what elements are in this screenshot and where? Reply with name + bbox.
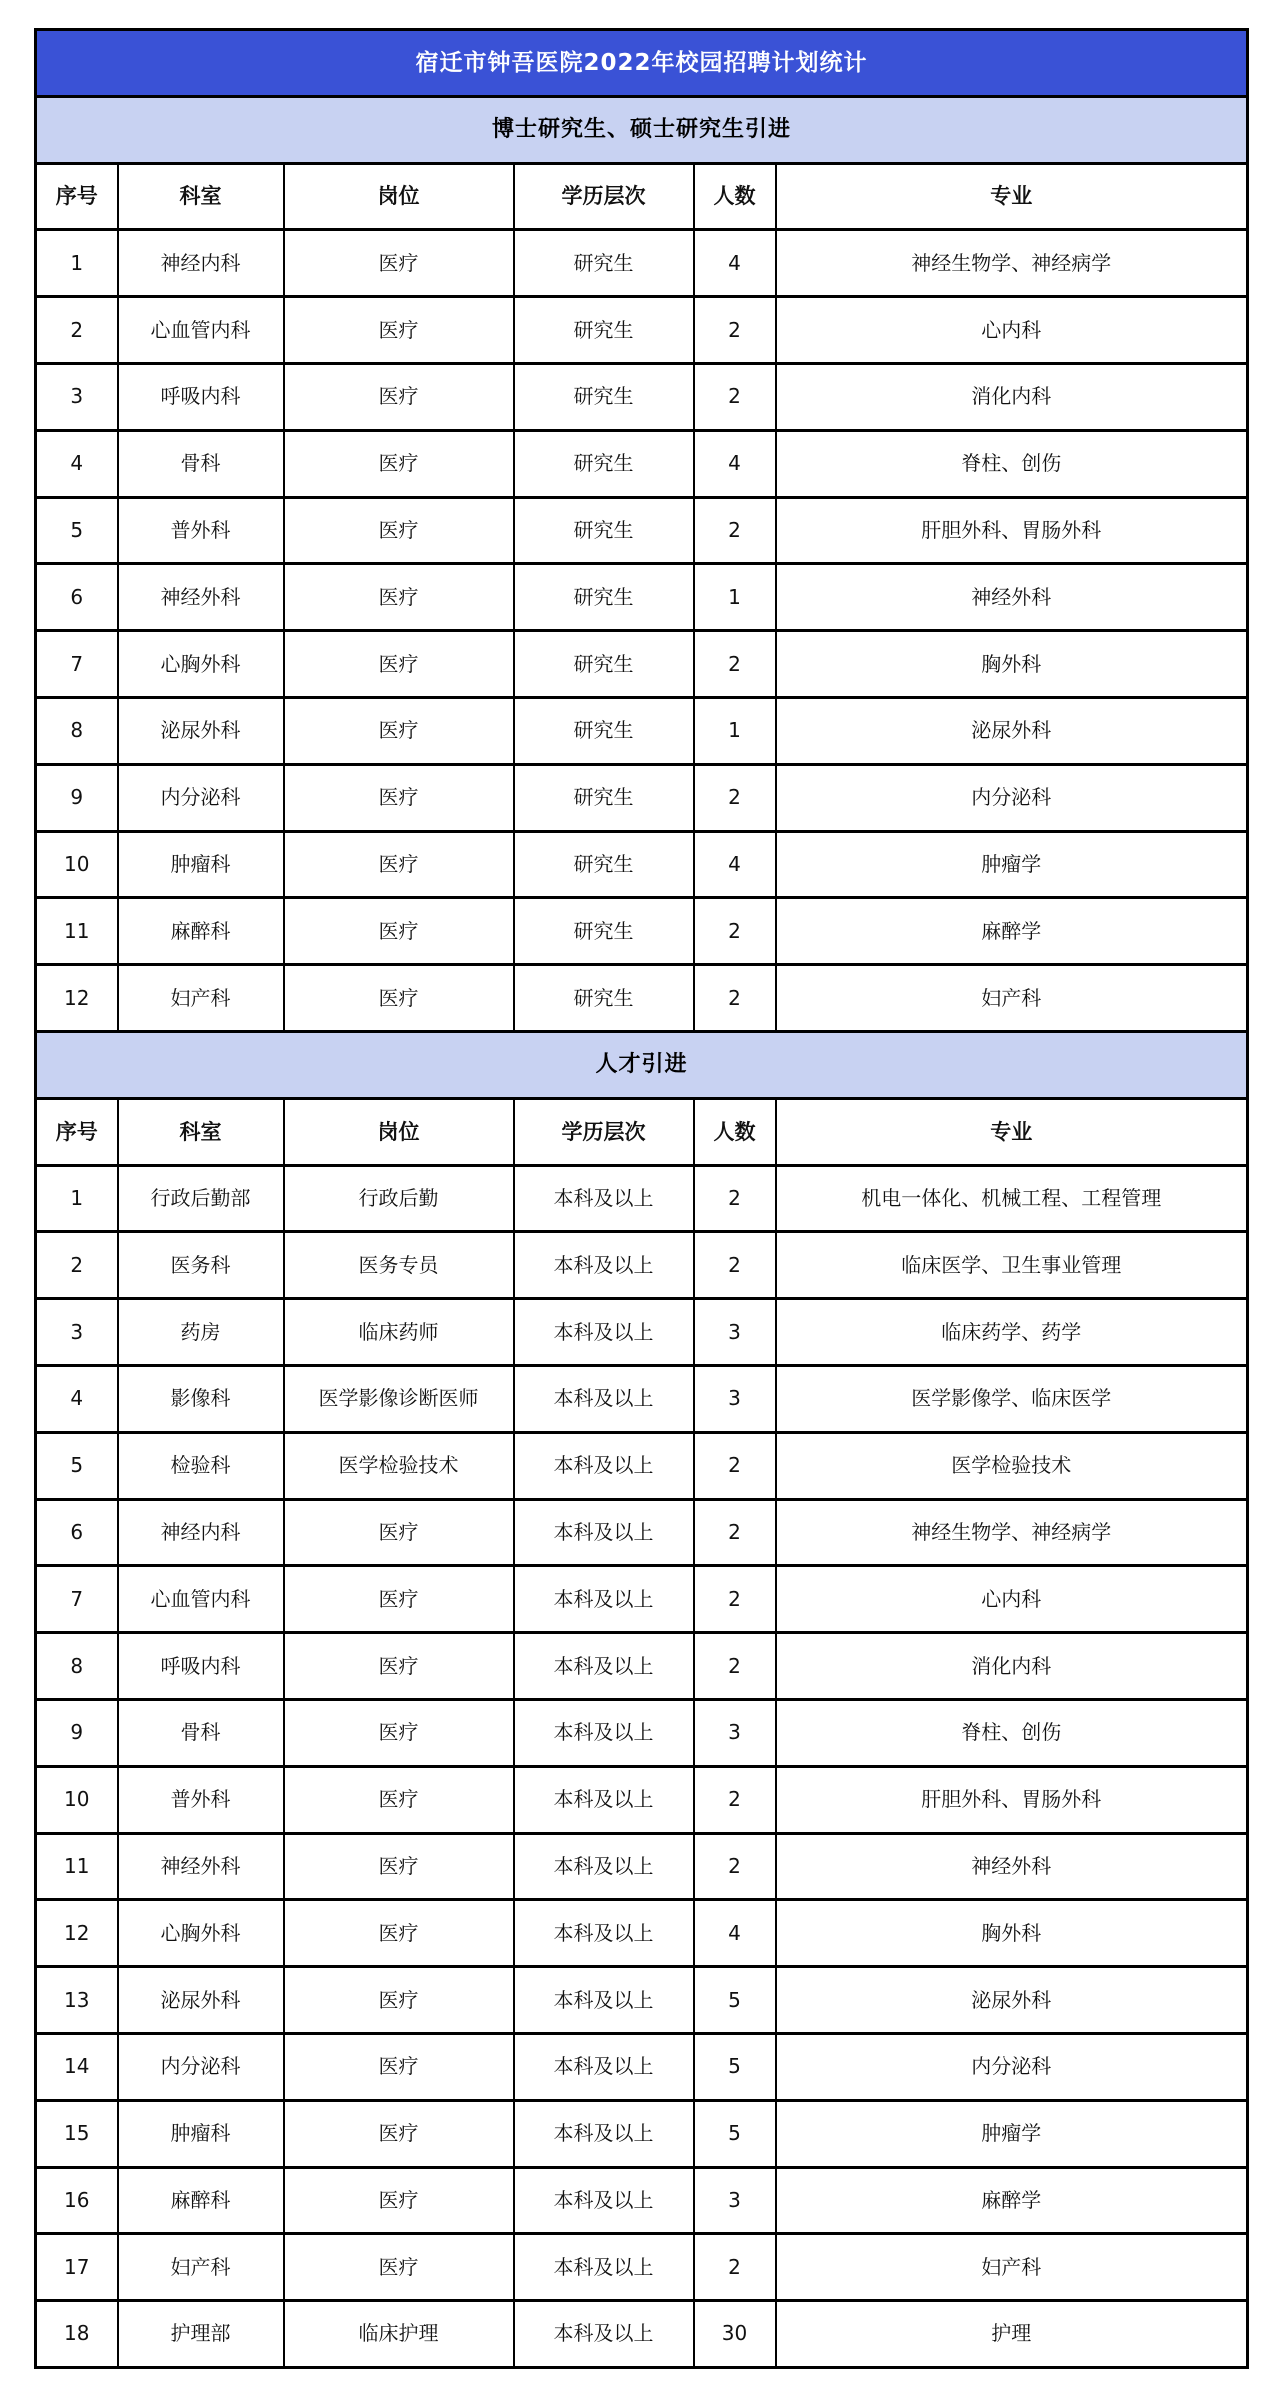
table-cell: 本科及以上 xyxy=(514,1165,694,1232)
column-header: 人数 xyxy=(694,163,776,230)
table-cell: 2 xyxy=(694,1232,776,1299)
table-cell: 神经内科 xyxy=(118,1499,284,1566)
table-cell: 研究生 xyxy=(514,230,694,297)
table-cell: 2 xyxy=(694,497,776,564)
table-cell: 内分泌科 xyxy=(118,764,284,831)
table-cell: 医学影像诊断医师 xyxy=(284,1365,514,1432)
table-cell: 心血管内科 xyxy=(118,1566,284,1633)
table-cell: 医疗 xyxy=(284,1833,514,1900)
table-cell: 泌尿外科 xyxy=(118,1967,284,2034)
table-row xyxy=(36,697,1248,764)
section-header: 博士研究生、硕士研究生引进 xyxy=(36,96,1248,163)
table-cell: 6 xyxy=(36,564,118,631)
table-cell: 研究生 xyxy=(514,297,694,364)
table-cell: 研究生 xyxy=(514,631,694,698)
table-cell: 医疗 xyxy=(284,1633,514,1700)
table-cell: 医务专员 xyxy=(284,1232,514,1299)
table-cell: 2 xyxy=(694,1833,776,1900)
table-row xyxy=(36,564,1248,631)
table-row xyxy=(36,764,1248,831)
table-cell: 泌尿外科 xyxy=(776,1967,1248,2034)
table-cell: 3 xyxy=(694,2167,776,2234)
table-cell: 4 xyxy=(694,230,776,297)
table-cell: 医疗 xyxy=(284,965,514,1032)
table-cell: 10 xyxy=(36,1766,118,1833)
table-cell: 医疗 xyxy=(284,898,514,965)
statistics-table xyxy=(34,28,1249,2369)
column-header: 专业 xyxy=(776,163,1248,230)
table-cell: 医疗 xyxy=(284,1967,514,2034)
column-header: 岗位 xyxy=(284,163,514,230)
table-row xyxy=(36,1432,1248,1499)
table-cell: 医疗 xyxy=(284,1766,514,1833)
table-cell: 医学检验技术 xyxy=(284,1432,514,1499)
table-cell: 4 xyxy=(694,831,776,898)
table-cell: 肝胆外科、胃肠外科 xyxy=(776,1766,1248,1833)
table-cell: 8 xyxy=(36,1633,118,1700)
table-cell: 本科及以上 xyxy=(514,1699,694,1766)
table-row xyxy=(36,1299,1248,1366)
column-header: 人数 xyxy=(694,1098,776,1165)
column-header: 学历层次 xyxy=(514,1098,694,1165)
table-cell: 医务科 xyxy=(118,1232,284,1299)
table-cell: 9 xyxy=(36,764,118,831)
table-cell: 医疗 xyxy=(284,631,514,698)
recruitment-plan-table xyxy=(34,28,1249,2369)
table-cell: 5 xyxy=(36,1432,118,1499)
table-row xyxy=(36,1499,1248,1566)
table-cell: 16 xyxy=(36,2167,118,2234)
table-cell: 医疗 xyxy=(284,2167,514,2234)
table-cell: 9 xyxy=(36,1699,118,1766)
table-cell: 本科及以上 xyxy=(514,1900,694,1967)
table-cell: 普外科 xyxy=(118,1766,284,1833)
table-cell: 研究生 xyxy=(514,564,694,631)
table-cell: 临床药学、药学 xyxy=(776,1299,1248,1366)
table-cell: 医疗 xyxy=(284,831,514,898)
table-row xyxy=(36,230,1248,297)
table-row xyxy=(36,1566,1248,1633)
table-cell: 胸外科 xyxy=(776,1900,1248,1967)
table-cell: 神经生物学、神经病学 xyxy=(776,1499,1248,1566)
table-cell: 3 xyxy=(694,1299,776,1366)
table-row xyxy=(36,631,1248,698)
table-row xyxy=(36,1232,1248,1299)
table-cell: 8 xyxy=(36,697,118,764)
table-cell: 心内科 xyxy=(776,1566,1248,1633)
table-cell: 2 xyxy=(694,1566,776,1633)
table-row xyxy=(36,898,1248,965)
table-cell: 5 xyxy=(694,2100,776,2167)
table-cell: 神经外科 xyxy=(776,1833,1248,1900)
table-cell: 本科及以上 xyxy=(514,1432,694,1499)
table-cell: 脊柱、创伤 xyxy=(776,430,1248,497)
table-cell: 肿瘤科 xyxy=(118,831,284,898)
table-row xyxy=(36,1766,1248,1833)
column-header: 科室 xyxy=(118,1098,284,1165)
table-cell: 7 xyxy=(36,1566,118,1633)
table-cell: 内分泌科 xyxy=(776,764,1248,831)
table-cell: 医疗 xyxy=(284,430,514,497)
table-cell: 12 xyxy=(36,965,118,1032)
table-cell: 2 xyxy=(694,363,776,430)
table-cell: 医学影像学、临床医学 xyxy=(776,1365,1248,1432)
table-cell: 7 xyxy=(36,631,118,698)
table-cell: 5 xyxy=(694,1967,776,2034)
table-cell: 本科及以上 xyxy=(514,2033,694,2100)
table-cell: 医疗 xyxy=(284,697,514,764)
table-cell: 研究生 xyxy=(514,363,694,430)
table-row xyxy=(36,430,1248,497)
table-cell: 临床护理 xyxy=(284,2301,514,2368)
table-cell: 18 xyxy=(36,2301,118,2368)
table-cell: 11 xyxy=(36,898,118,965)
table-cell: 脊柱、创伤 xyxy=(776,1699,1248,1766)
table-cell: 本科及以上 xyxy=(514,1967,694,2034)
table-cell: 研究生 xyxy=(514,697,694,764)
table-cell: 泌尿外科 xyxy=(118,697,284,764)
table-cell: 麻醉学 xyxy=(776,898,1248,965)
table-cell: 心胸外科 xyxy=(118,1900,284,1967)
table-cell: 本科及以上 xyxy=(514,1766,694,1833)
table-cell: 2 xyxy=(694,1165,776,1232)
table-cell: 2 xyxy=(694,965,776,1032)
table-cell: 2 xyxy=(694,1633,776,1700)
table-cell: 普外科 xyxy=(118,497,284,564)
table-cell: 3 xyxy=(694,1699,776,1766)
table-row xyxy=(36,965,1248,1032)
table-cell: 2 xyxy=(694,297,776,364)
column-header: 岗位 xyxy=(284,1098,514,1165)
table-cell: 心胸外科 xyxy=(118,631,284,698)
table-cell: 医疗 xyxy=(284,1900,514,1967)
table-cell: 骨科 xyxy=(118,430,284,497)
table-cell: 神经生物学、神经病学 xyxy=(776,230,1248,297)
table-cell: 肿瘤学 xyxy=(776,2100,1248,2167)
table-cell: 医学检验技术 xyxy=(776,1432,1248,1499)
column-header: 专业 xyxy=(776,1098,1248,1165)
table-cell: 内分泌科 xyxy=(776,2033,1248,2100)
table-cell: 11 xyxy=(36,1833,118,1900)
table-cell: 行政后勤 xyxy=(284,1165,514,1232)
table-cell: 3 xyxy=(36,363,118,430)
table-cell: 研究生 xyxy=(514,831,694,898)
table-cell: 本科及以上 xyxy=(514,1299,694,1366)
table-cell: 医疗 xyxy=(284,2100,514,2167)
table-row xyxy=(36,1633,1248,1700)
table-cell: 研究生 xyxy=(514,430,694,497)
table-cell: 医疗 xyxy=(284,230,514,297)
table-cell: 本科及以上 xyxy=(514,1365,694,1432)
table-cell: 机电一体化、机械工程、工程管理 xyxy=(776,1165,1248,1232)
table-cell: 药房 xyxy=(118,1299,284,1366)
table-cell: 本科及以上 xyxy=(514,2100,694,2167)
table-cell: 医疗 xyxy=(284,564,514,631)
table-cell: 15 xyxy=(36,2100,118,2167)
table-row xyxy=(36,1165,1248,1232)
table-body xyxy=(36,30,1248,2368)
section-header-row xyxy=(36,1031,1248,1098)
table-cell: 医疗 xyxy=(284,1499,514,1566)
table-cell: 本科及以上 xyxy=(514,1499,694,1566)
table-cell: 4 xyxy=(694,430,776,497)
table-cell: 14 xyxy=(36,2033,118,2100)
table-cell: 1 xyxy=(36,1165,118,1232)
table-cell: 研究生 xyxy=(514,764,694,831)
table-cell: 医疗 xyxy=(284,1699,514,1766)
table-cell: 妇产科 xyxy=(776,965,1248,1032)
section-header-row xyxy=(36,96,1248,163)
table-cell: 行政后勤部 xyxy=(118,1165,284,1232)
table-row xyxy=(36,1967,1248,2034)
column-header-row xyxy=(36,1098,1248,1165)
table-cell: 4 xyxy=(36,430,118,497)
table-cell: 6 xyxy=(36,1499,118,1566)
table-cell: 本科及以上 xyxy=(514,2301,694,2368)
table-cell: 肝胆外科、胃肠外科 xyxy=(776,497,1248,564)
table-cell: 肿瘤学 xyxy=(776,831,1248,898)
table-cell: 3 xyxy=(36,1299,118,1366)
table-cell: 17 xyxy=(36,2234,118,2301)
table-cell: 神经外科 xyxy=(776,564,1248,631)
table-row xyxy=(36,1365,1248,1432)
table-cell: 呼吸内科 xyxy=(118,363,284,430)
table-row xyxy=(36,363,1248,430)
column-header: 序号 xyxy=(36,1098,118,1165)
table-cell: 麻醉科 xyxy=(118,898,284,965)
table-cell: 消化内科 xyxy=(776,1633,1248,1700)
table-cell: 临床药师 xyxy=(284,1299,514,1366)
table-row xyxy=(36,2100,1248,2167)
table-cell: 检验科 xyxy=(118,1432,284,1499)
table-cell: 神经内科 xyxy=(118,230,284,297)
table-cell: 13 xyxy=(36,1967,118,2034)
section-header: 人才引进 xyxy=(36,1031,1248,1098)
table-row xyxy=(36,297,1248,364)
table-cell: 2 xyxy=(694,898,776,965)
table-cell: 4 xyxy=(36,1365,118,1432)
table-cell: 临床医学、卫生事业管理 xyxy=(776,1232,1248,1299)
table-cell: 30 xyxy=(694,2301,776,2368)
table-cell: 1 xyxy=(36,230,118,297)
page-title: 宿迁市钟吾医院2022年校园招聘计划统计 xyxy=(36,30,1248,97)
table-cell: 妇产科 xyxy=(776,2234,1248,2301)
table-cell: 3 xyxy=(694,1365,776,1432)
table-row xyxy=(36,497,1248,564)
table-cell: 研究生 xyxy=(514,898,694,965)
table-cell: 肿瘤科 xyxy=(118,2100,284,2167)
table-cell: 护理部 xyxy=(118,2301,284,2368)
table-cell: 麻醉学 xyxy=(776,2167,1248,2234)
table-row xyxy=(36,2234,1248,2301)
table-cell: 1 xyxy=(694,697,776,764)
table-row xyxy=(36,1900,1248,1967)
table-cell: 神经外科 xyxy=(118,1833,284,1900)
table-cell: 本科及以上 xyxy=(514,1566,694,1633)
table-row xyxy=(36,1833,1248,1900)
table-cell: 影像科 xyxy=(118,1365,284,1432)
table-cell: 心内科 xyxy=(776,297,1248,364)
table-cell: 研究生 xyxy=(514,965,694,1032)
table-cell: 医疗 xyxy=(284,497,514,564)
table-cell: 妇产科 xyxy=(118,2234,284,2301)
table-cell: 2 xyxy=(694,1766,776,1833)
table-cell: 研究生 xyxy=(514,497,694,564)
table-cell: 神经外科 xyxy=(118,564,284,631)
table-cell: 心血管内科 xyxy=(118,297,284,364)
column-header: 序号 xyxy=(36,163,118,230)
column-header: 学历层次 xyxy=(514,163,694,230)
table-row xyxy=(36,1699,1248,1766)
table-cell: 2 xyxy=(36,297,118,364)
table-row xyxy=(36,2301,1248,2368)
table-cell: 1 xyxy=(694,564,776,631)
table-cell: 麻醉科 xyxy=(118,2167,284,2234)
table-cell: 5 xyxy=(694,2033,776,2100)
table-cell: 医疗 xyxy=(284,2033,514,2100)
table-cell: 妇产科 xyxy=(118,965,284,1032)
table-cell: 4 xyxy=(694,1900,776,1967)
column-header-row xyxy=(36,163,1248,230)
table-row xyxy=(36,831,1248,898)
table-row xyxy=(36,2033,1248,2100)
table-cell: 2 xyxy=(694,1432,776,1499)
table-cell: 2 xyxy=(694,631,776,698)
table-cell: 2 xyxy=(694,764,776,831)
table-cell: 2 xyxy=(36,1232,118,1299)
table-cell: 医疗 xyxy=(284,764,514,831)
table-cell: 本科及以上 xyxy=(514,1833,694,1900)
table-cell: 医疗 xyxy=(284,1566,514,1633)
table-cell: 护理 xyxy=(776,2301,1248,2368)
table-cell: 本科及以上 xyxy=(514,1232,694,1299)
table-cell: 骨科 xyxy=(118,1699,284,1766)
column-header: 科室 xyxy=(118,163,284,230)
table-cell: 医疗 xyxy=(284,363,514,430)
table-cell: 2 xyxy=(694,1499,776,1566)
table-row xyxy=(36,2167,1248,2234)
table-cell: 本科及以上 xyxy=(514,2167,694,2234)
table-cell: 胸外科 xyxy=(776,631,1248,698)
table-cell: 医疗 xyxy=(284,2234,514,2301)
table-cell: 泌尿外科 xyxy=(776,697,1248,764)
table-cell: 呼吸内科 xyxy=(118,1633,284,1700)
table-cell: 医疗 xyxy=(284,297,514,364)
table-cell: 消化内科 xyxy=(776,363,1248,430)
table-cell: 2 xyxy=(694,2234,776,2301)
table-cell: 本科及以上 xyxy=(514,2234,694,2301)
table-cell: 内分泌科 xyxy=(118,2033,284,2100)
table-cell: 10 xyxy=(36,831,118,898)
table-cell: 本科及以上 xyxy=(514,1633,694,1700)
table-cell: 12 xyxy=(36,1900,118,1967)
title-row xyxy=(36,30,1248,97)
table-cell: 5 xyxy=(36,497,118,564)
